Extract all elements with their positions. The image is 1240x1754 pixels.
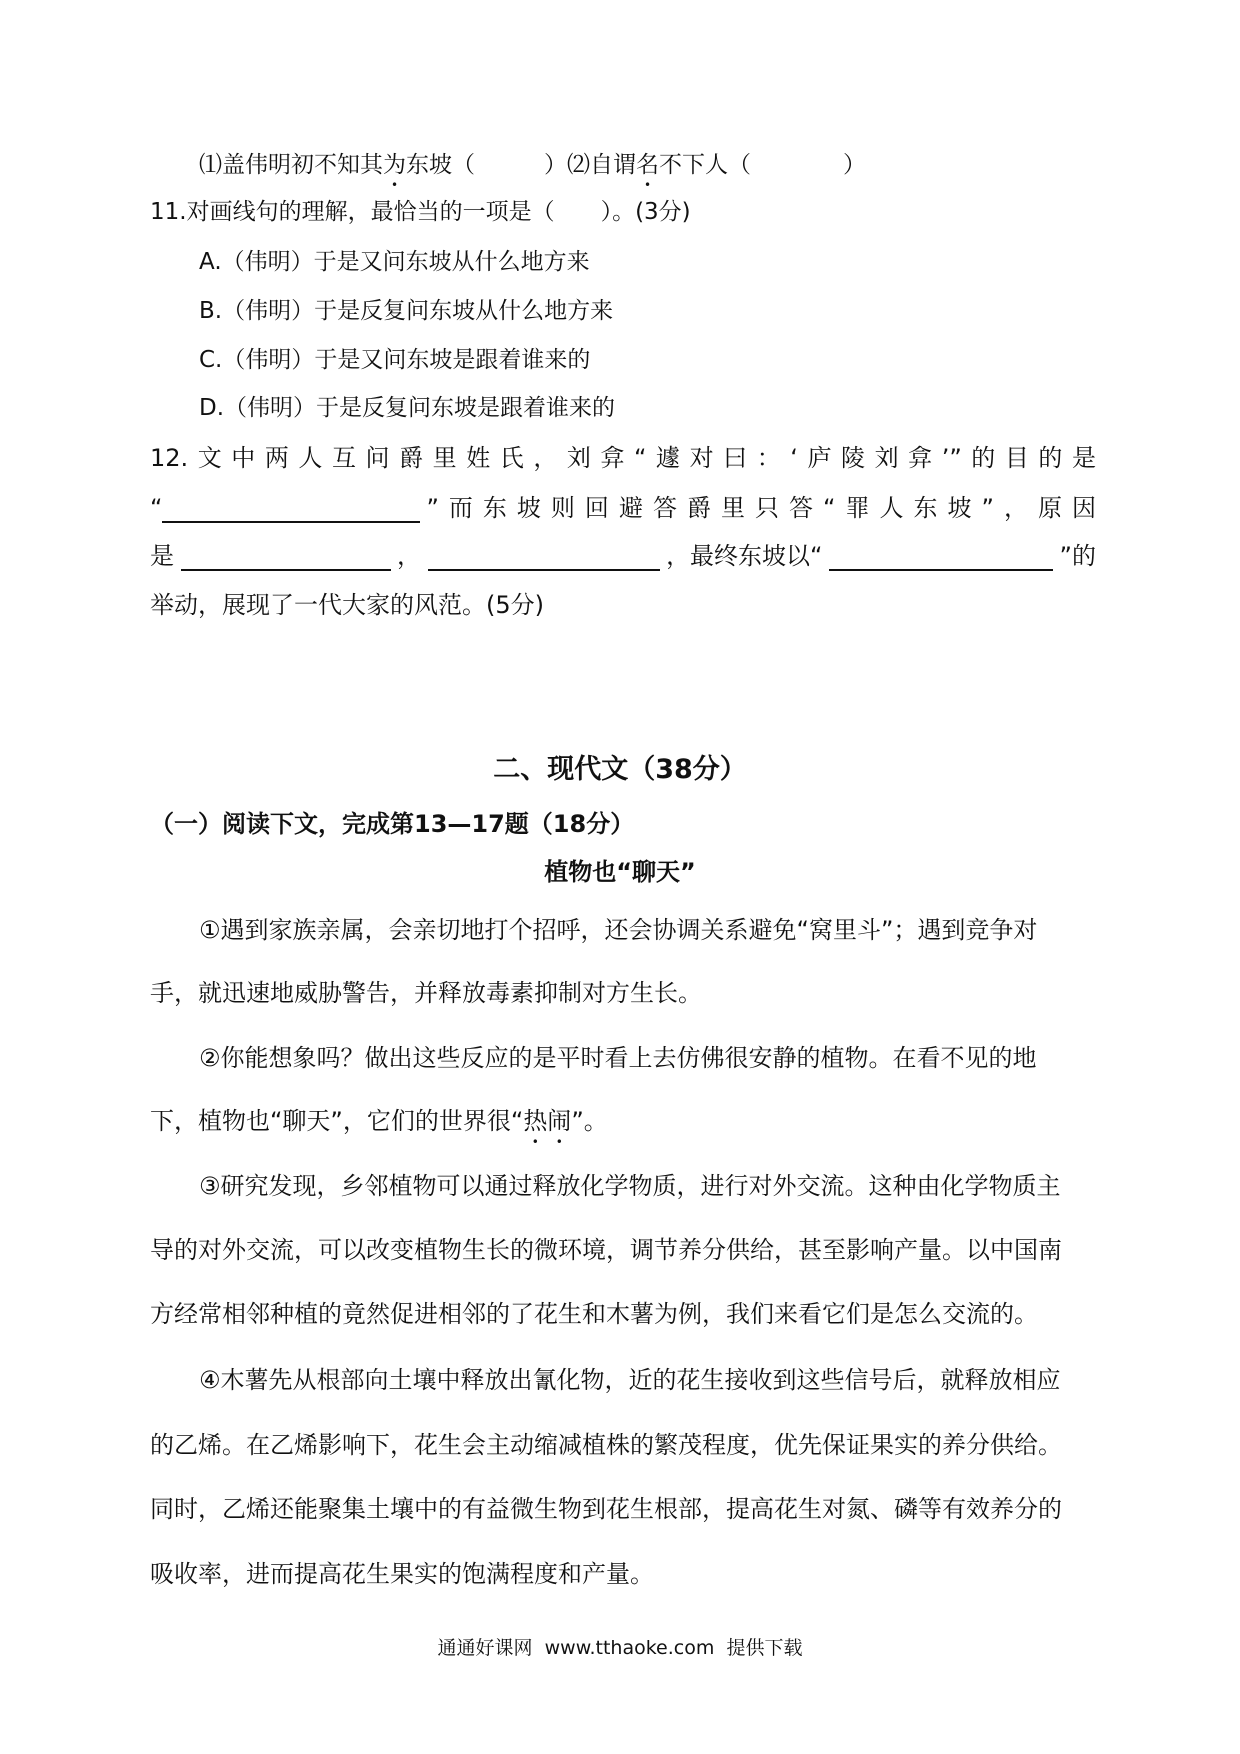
- q12-line3-c: ，最终东坡以“: [666, 542, 823, 570]
- q12-line3: [150, 541, 1096, 571]
- q12-blank-1[interactable]: [162, 497, 420, 523]
- p4-line1: ④木薯先从根部向土壤中释放出氰化物，近的花生接收到这些信号后，就释放相应: [199, 1366, 1061, 1394]
- q10-item1-dotted: 为: [383, 152, 406, 178]
- q12-line1: 12.文中两人互问爵里姓氏，刘弇“遽对曰：‘庐陵刘弇’”的目的是: [150, 444, 1096, 472]
- q12-line4: 举动，展现了一代大家的风范。(5分): [150, 591, 544, 619]
- p1-line2: 手，就迅速地威胁警告，并释放毒素抑制对方生长。: [150, 979, 702, 1007]
- p2-line1: ②你能想象吗？做出这些反应的是平时看上去仿佛很安静的植物。在看不见的地: [199, 1044, 1037, 1072]
- q10-items: [199, 150, 1096, 192]
- p2-dotted-word: 热闹: [523, 1107, 572, 1135]
- q11-option-d[interactable]: D.（伟明）于是反复问东坡是跟着谁来的: [199, 395, 616, 421]
- q11-option-b[interactable]: B.（伟明）于是反复问东坡从什么地方来: [199, 298, 614, 324]
- p3-line1: ③研究发现，乡邻植物可以通过释放化学物质，进行对外交流。这种由化学物质主: [199, 1172, 1061, 1200]
- p4-line3: 同时，乙烯还能聚集土壤中的有益微生物到花生根部，提高花生对氮、磷等有效养分的: [150, 1495, 1062, 1523]
- section-subheading: （一）阅读下文，完成第13—17题（18分）: [150, 810, 635, 838]
- q10-item2-text: ⑵自谓: [567, 152, 636, 178]
- q10-item1-text: ⑴盖伟明初不知其: [199, 152, 383, 178]
- p4-line4: 吸收率，进而提高花生果实的饱满程度和产量。: [150, 1560, 654, 1588]
- q10-item1-blank[interactable]: 东坡（ ）: [406, 152, 567, 178]
- q11-option-a[interactable]: A.（伟明）于是又问东坡从什么地方来: [199, 249, 590, 275]
- q10-item2-dotted: 名: [636, 152, 659, 178]
- q12-line2: [150, 493, 1096, 523]
- footer-watermark: 通通好课网 www.tthaoke.com 提供下载: [437, 1637, 803, 1659]
- p2-line2-end: ”。: [571, 1107, 608, 1135]
- q12-blank-2[interactable]: [181, 545, 391, 571]
- q12-open-quote: “: [150, 494, 163, 522]
- q12-line2-text: ”而东坡则回避答爵里只答“罪人东坡”，原因: [426, 494, 1096, 522]
- q12-blank-3[interactable]: [428, 545, 660, 571]
- passage-title: 植物也“聊天”: [544, 858, 696, 886]
- p4-line2: 的乙烯。在乙烯影响下，花生会主动缩减植株的繁茂程度，优先保证果实的养分供给。: [150, 1431, 1062, 1459]
- section-heading: 二、现代文（38分）: [493, 754, 747, 785]
- q12-blank-4[interactable]: [829, 545, 1053, 571]
- q12-line3-d: ”的: [1059, 542, 1096, 570]
- q11-stem: 11.对画线句的理解，最恰当的一项是（ ）。(3分): [150, 199, 691, 225]
- q10-item2-blank[interactable]: 不下人（ ）: [659, 152, 866, 178]
- p2-line2-text: 下，植物也“聊天”，它们的世界很“: [150, 1107, 524, 1135]
- q11-option-c[interactable]: C.（伟明）于是又问东坡是跟着谁来的: [199, 347, 591, 373]
- p3-line3: 方经常相邻种植的竟然促进相邻的了花生和木薯为例，我们来看它们是怎么交流的。: [150, 1300, 1038, 1328]
- p2-line2: [150, 1106, 1096, 1149]
- p1-line1: ①遇到家族亲属，会亲切地打个招呼，还会协调关系避免“窝里斗”；遇到竞争对: [199, 916, 1038, 944]
- q12-line3-a: 是: [150, 542, 174, 570]
- q12-line3-b: ，: [397, 542, 422, 570]
- p3-line2: 导的对外交流，可以改变植物生长的微环境，调节养分供给，甚至影响产量。以中国南: [150, 1236, 1062, 1264]
